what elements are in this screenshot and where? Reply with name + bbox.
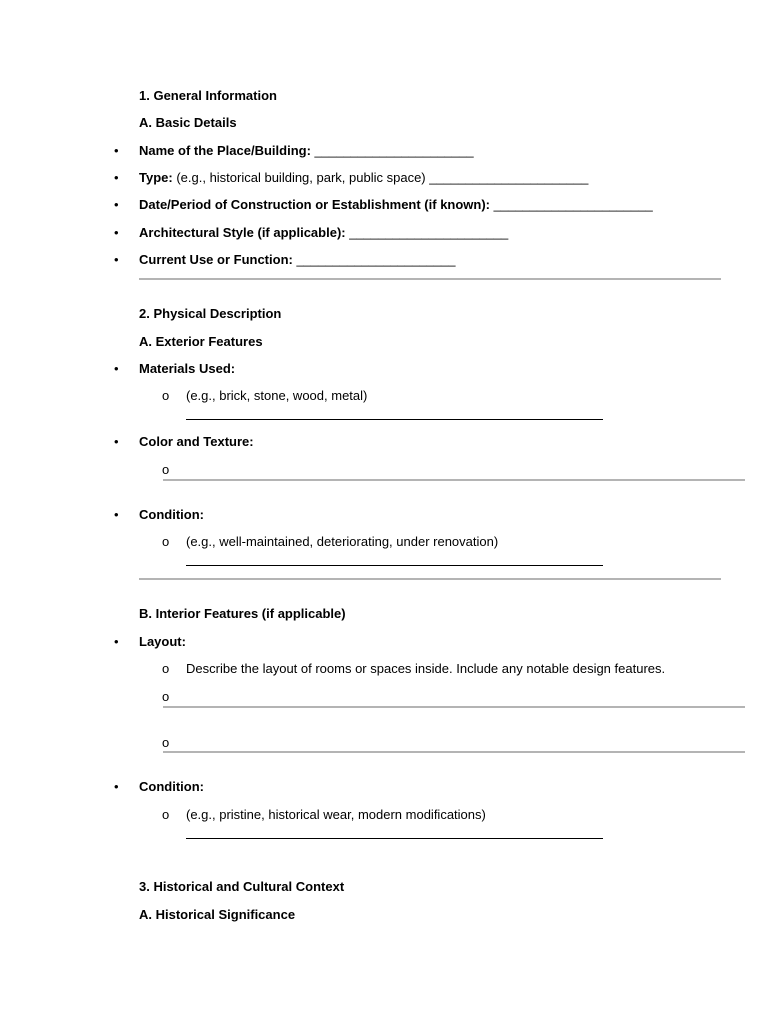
bullet-icon: • [114,507,119,522]
condition-example: (e.g., well-maintained, deteriorating, under renovation) [186,534,499,549]
materials-label: Materials Used: [139,361,236,376]
sub-bullet-icon: o [162,735,170,750]
section-1-heading: 1. General Information [139,88,277,103]
section-3-heading: 3. Historical and Cultural Context [139,879,345,894]
field-blank[interactable]: ______________________ [345,225,509,240]
field-label: Type: [139,170,173,185]
field-blank[interactable]: ______________________ [490,197,653,212]
sub-bullet-icon: o [162,388,170,403]
section-2a-subheading: A. Exterior Features [139,334,263,349]
bullet-icon: • [114,634,119,649]
sub-bullet-icon: o [162,689,170,704]
bullet-icon: • [114,197,119,212]
interior-condition-answer-line[interactable] [186,838,603,839]
section-1-subheading: A. Basic Details [139,115,237,130]
layout-answer-line[interactable] [163,751,745,753]
section-divider [139,578,721,580]
sub-bullet-icon: o [162,462,170,477]
bullet-icon: • [114,143,119,158]
materials-example: (e.g., brick, stone, wood, metal) [186,388,368,403]
bullet-icon: • [114,252,119,267]
color-texture-answer-line[interactable] [163,479,745,481]
list-item[interactable] [139,225,508,241]
section-2-heading: 2. Physical Description [139,306,282,321]
list-item[interactable] [139,143,474,159]
field-blank[interactable]: ______________________ [292,252,456,267]
layout-label: Layout: [139,634,186,649]
field-label: Current Use or Function: [139,252,293,267]
bullet-icon: • [114,225,119,240]
list-item[interactable] [139,197,653,213]
section-3a-subheading: A. Historical Significance [139,907,296,922]
condition-label: Condition: [139,507,204,522]
list-item[interactable] [139,170,588,186]
section-2b-subheading: B. Interior Features (if applicable) [139,606,346,621]
field-label: Name of the Place/Building: [139,143,311,158]
interior-condition-label: Condition: [139,779,204,794]
field-label: Date/Period of Construction or Establishment (if known): [139,197,491,212]
materials-answer-line[interactable] [186,419,603,420]
bullet-icon: • [114,779,119,794]
layout-answer-line[interactable] [163,706,745,708]
sub-bullet-icon: o [162,807,170,822]
interior-condition-example: (e.g., pristine, historical wear, modern modifications) [186,807,486,822]
sub-bullet-icon: o [162,661,170,676]
field-blank[interactable]: ______________________ [310,143,474,158]
sub-bullet-icon: o [162,534,170,549]
field-blank[interactable]: (e.g., historical building, park, public space) ______________________ [172,170,589,185]
layout-example: Describe the layout of rooms or spaces inside. Include any notable design features. [186,661,666,676]
field-label: Architectural Style (if applicable): [139,225,346,240]
color-texture-label: Color and Texture: [139,434,254,449]
condition-answer-line[interactable] [186,565,603,566]
bullet-icon: • [114,170,119,185]
list-item[interactable] [139,252,456,268]
bullet-icon: • [114,361,119,376]
bullet-icon: • [114,434,119,449]
section-divider [139,278,721,280]
